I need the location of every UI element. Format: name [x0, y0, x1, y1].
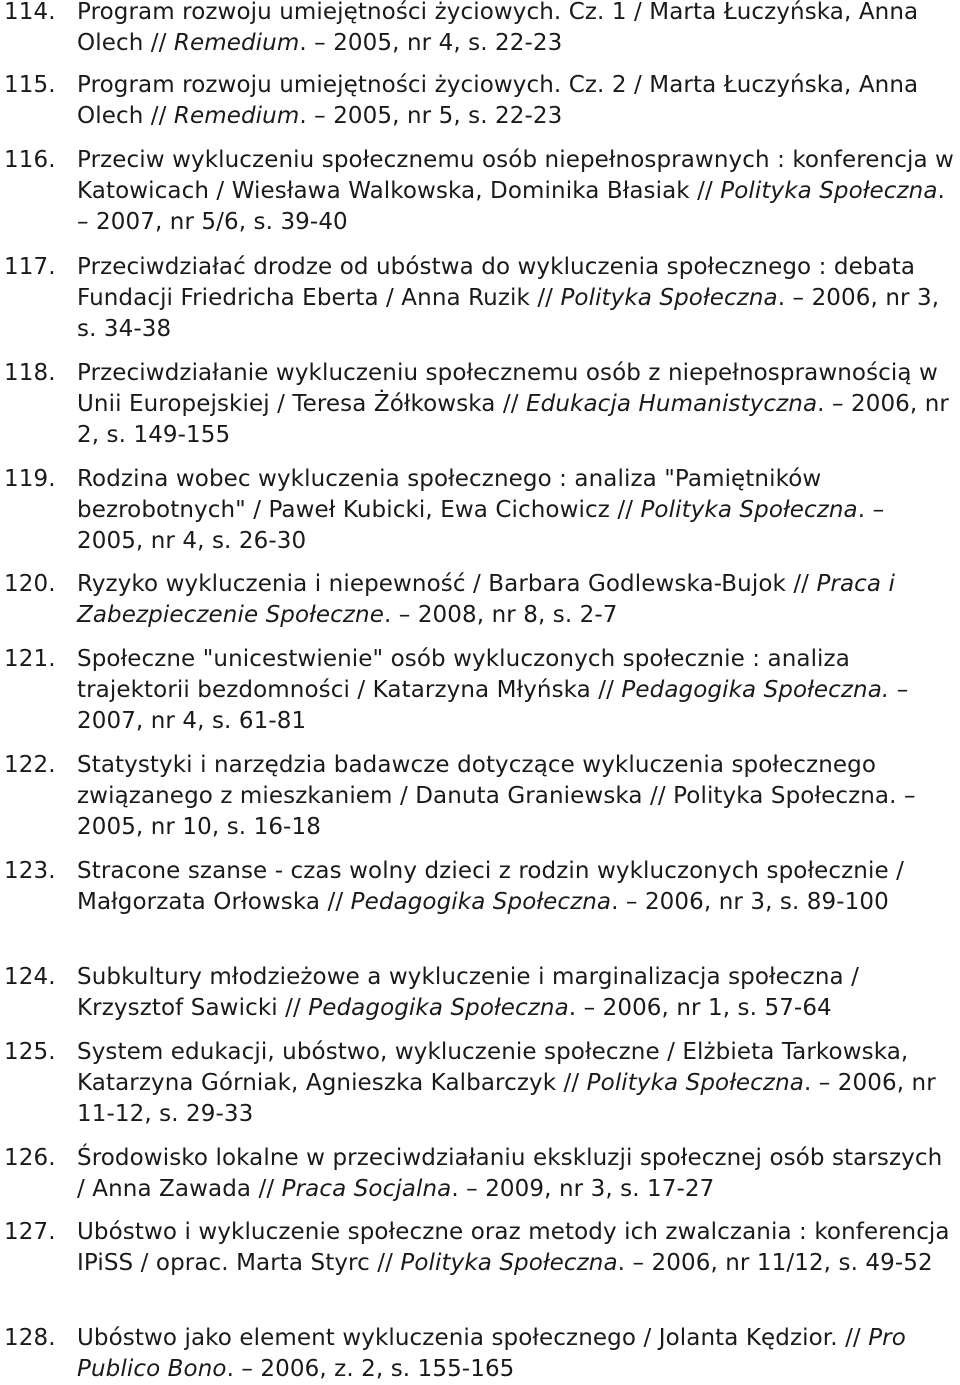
citation-main: Program rozwoju umiejętności życiowych. Cz. 1 / Marta Łuczyńska, Anna Olech // — [77, 0, 919, 56]
entry-number: 118. — [4, 360, 56, 386]
citation-main: System edukacji, ubóstwo, wykluczenie społeczne / Elżbieta Tarkowska, Katarzyna Górniak, Agnieszka Kalbarczyk // — [77, 1039, 909, 1096]
citation-tail: . – 2006, nr 1, s. 57-64 — [568, 995, 832, 1021]
entry-citation — [77, 252, 956, 345]
entry-number: 115. — [4, 72, 56, 98]
entry-number: 114. — [4, 0, 56, 25]
journal-title: Polityka Społeczna — [640, 497, 858, 523]
entry-citation — [77, 1037, 956, 1130]
entry-citation — [77, 1217, 956, 1279]
journal-title: Polityka Społeczna — [720, 178, 938, 204]
entry-citation — [77, 358, 956, 451]
citation-tail: . – 2009, nr 3, s. 17-27 — [451, 1176, 715, 1202]
journal-title: Pedagogika Społeczna. — [621, 677, 890, 703]
citation-tail: . – 2006, nr 3, s. 34-38 — [77, 285, 940, 342]
journal-title: Pedagogika Społeczna — [350, 889, 612, 915]
citation-tail: . – 2007, nr 5/6, s. 39-40 — [77, 178, 945, 235]
entry-number: 116. — [4, 147, 56, 173]
citation-main: Ryzyko wykluczenia i niepewność / Barbara Godlewska-Bujok // — [77, 571, 817, 597]
citation-main: Społeczne "unicestwienie" osób wykluczonych społecznie : analiza trajektorii bezdomności / Katarzyna Młyńska // — [77, 646, 850, 703]
citation-tail: . – 2005, nr 4, s. 22-23 — [299, 30, 563, 56]
entry-citation — [77, 1143, 956, 1205]
entry-citation — [77, 569, 956, 631]
citation-main: Ubóstwo jako element wykluczenia społecznego / Jolanta Kędzior. // — [77, 1325, 869, 1351]
journal-title: Praca Socjalna — [281, 1176, 452, 1202]
entry-119 — [4, 464, 956, 557]
citation-tail: – 2007, nr 4, s. 61-81 — [77, 677, 909, 734]
entry-number: 128. — [4, 1325, 56, 1351]
entry-number: 124. — [4, 964, 56, 990]
citation-main: Stracone szanse - czas wolny dzieci z rodzin wykluczonych społecznie / Małgorzata Orłowska // — [77, 858, 904, 915]
entry-124 — [4, 962, 956, 1024]
citation-main: Statystyki i narzędzia badawcze dotyczące wykluczenia społecznego związanego z mieszkaniem / Danuta Graniewska // Polityka Społeczna. – 2005, nr 10, s. 16-18 — [77, 752, 916, 840]
citation-tail: . – 2005, nr 4, s. 26-30 — [77, 497, 885, 554]
entry-citation — [77, 644, 956, 737]
entry-121 — [4, 644, 956, 737]
entry-citation — [77, 145, 956, 238]
citation-tail: . – 2006, z. 2, s. 155-165 — [226, 1356, 515, 1382]
entry-number: 117. — [4, 254, 56, 280]
entry-citation — [77, 962, 956, 1024]
entry-125 — [4, 1037, 956, 1130]
citation-main: Subkultury młodzieżowe a wykluczenie i marginalizacja społeczna / Krzysztof Sawicki // — [77, 964, 859, 1021]
entry-114 — [4, 0, 956, 59]
journal-title: Polityka Społeczna — [560, 285, 778, 311]
entry-citation — [77, 750, 956, 843]
citation-main: Przeciwdziałać drodze od ubóstwa do wykluczenia społecznego : debata Fundacji Friedricha Eberta / Anna Ruzik // — [77, 254, 916, 311]
entry-120 — [4, 569, 956, 631]
entry-127 — [4, 1217, 956, 1279]
citation-tail: . – 2005, nr 5, s. 22-23 — [299, 103, 563, 129]
journal-title: Pedagogika Społeczna — [308, 995, 569, 1021]
journal-title: Polityka Społeczna — [400, 1250, 618, 1276]
entry-number: 127. — [4, 1219, 56, 1245]
journal-title: Remedium — [173, 103, 300, 129]
citation-main: Przeciwdziałanie wykluczeniu społecznemu osób z niepełnosprawnością w Unii Europejskiej / Teresa Żółkowska // — [77, 360, 938, 417]
entry-128 — [4, 1323, 956, 1385]
entry-123 — [4, 856, 956, 918]
entry-number: 120. — [4, 571, 56, 597]
entry-citation — [77, 464, 956, 557]
entry-citation — [77, 70, 956, 132]
entry-122 — [4, 750, 956, 843]
journal-title: Pro Publico Bono — [77, 1325, 906, 1382]
entry-number: 121. — [4, 646, 56, 672]
entry-116 — [4, 145, 956, 238]
entry-citation — [77, 1323, 956, 1385]
entry-117 — [4, 252, 956, 345]
journal-title: Remedium — [173, 30, 300, 56]
entry-126 — [4, 1143, 956, 1205]
entry-118 — [4, 358, 956, 451]
entry-number: 125. — [4, 1039, 56, 1065]
citation-tail: . – 2008, nr 8, s. 2-7 — [383, 602, 618, 628]
entry-115 — [4, 70, 956, 132]
journal-title: Polityka Społeczna — [586, 1070, 804, 1096]
journal-title: Edukacja Humanistyczna — [526, 391, 818, 417]
entry-citation — [77, 0, 956, 59]
entry-number: 119. — [4, 466, 56, 492]
journal-title: Praca i Zabezpieczenie Społeczne — [77, 571, 896, 628]
citation-tail: . – 2006, nr 11/12, s. 49-52 — [617, 1250, 933, 1276]
citation-main: Przeciw wykluczeniu społecznemu osób niepełnosprawnych : konferencja w Katowicach / Wiesława Walkowska, Dominika Błasiak // — [77, 147, 954, 204]
citation-tail: . – 2006, nr 3, s. 89-100 — [611, 889, 889, 915]
entry-number: 126. — [4, 1145, 56, 1171]
citation-tail: . – 2006, nr 2, s. 149-155 — [77, 391, 949, 448]
entry-number: 123. — [4, 858, 56, 884]
citation-main: Środowisko lokalne w przeciwdziałaniu ekskluzji społecznej osób starszych / Anna Zawada // — [77, 1145, 943, 1202]
citation-main: Rodzina wobec wykluczenia społecznego : analiza "Pamiętników bezrobotnych" / Paweł Kubicki, Ewa Cichowicz // — [77, 466, 822, 523]
entry-citation — [77, 856, 956, 918]
citation-main: Program rozwoju umiejętności życiowych. Cz. 2 / Marta Łuczyńska, Anna Olech // — [77, 72, 919, 129]
entry-number: 122. — [4, 752, 56, 778]
citation-tail: . – 2006, nr 11-12, s. 29-33 — [77, 1070, 936, 1127]
citation-main: Ubóstwo i wykluczenie społeczne oraz metody ich zwalczania : konferencja IPiSS / oprac. Marta Styrc // — [77, 1219, 950, 1276]
